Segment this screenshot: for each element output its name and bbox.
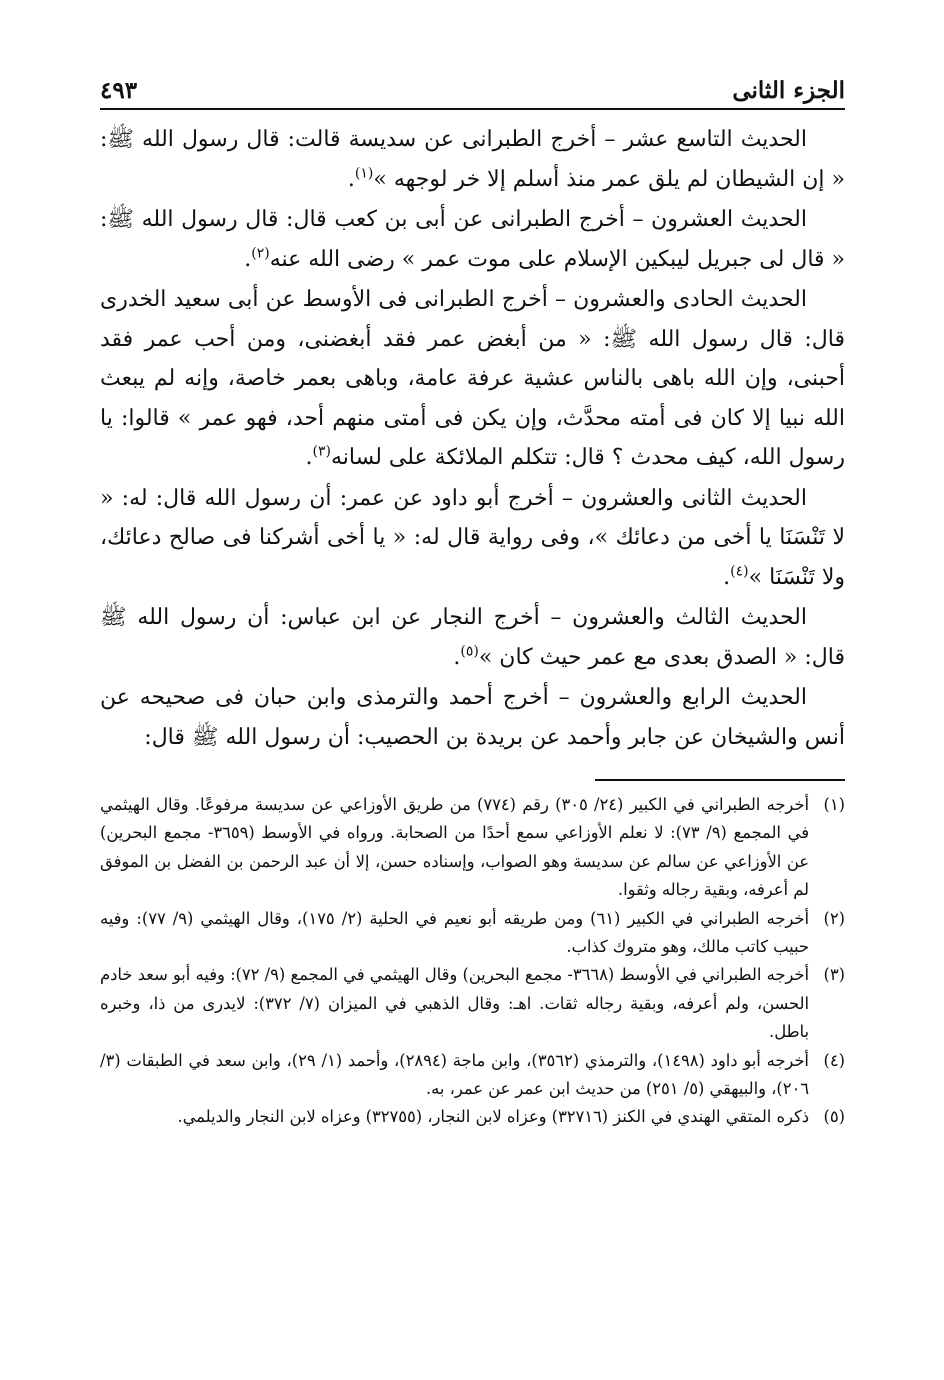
footnote-item (100, 791, 845, 905)
header-rule (100, 108, 845, 110)
page-number: ٤٩٣ (100, 77, 138, 104)
footnote-item (100, 961, 845, 1046)
footnote-ref: (٣) (312, 443, 331, 460)
footnote-text: أخرجه أبو داود (١٤٩٨)، والترمذي (٣٥٦٢)، وابن ماجة (٢٨٩٤)، وأحمد (١/ ٢٩)، وابن سعد في الطبقات (٣/ ٢٠٦)، والبيهقي (٥/ ٢٥١) من حديث ابن عمر عن عمر، به. (100, 1050, 809, 1099)
footnote-ref: (٥) (460, 643, 479, 660)
hadith-paragraph-23: الحديث الثالث والعشرون – أخرج النجار عن ابن عباس: أن رسول الله ﷺ قال: « الصدق بعدى مع عمر حيث كان »$^{(٥)}$. (100, 605, 845, 670)
hadith-paragraph-20: الحديث العشرون – أخرج الطبرانى عن أبى بن كعب قال: قال رسول الله ﷺ: « قال لى جبريل ليبكين الإسلام على موت عمر » رضى الله عنه$^{(٢)}$. (100, 207, 845, 272)
footnote-text: أخرجه الطبراني في الكبير (٢٤/ ٣٠٥) رقم (٧٧٤) من طريق الأوزاعي عن سديسة مرفوعًا. وقال الهيثمي في المجمع (٩/ ٧٣): لا نعلم الأوزاعي سمع أحدًا من الصحابة. ورواه في الأوسط (٣٦٥٩- مجمع البحرين) عن الأوزاعي عن سالم عن سديسة وهو الصواب، وإسناده حسن، إلا أن عبد الرحمن بن الفضل بن الموفق لم أعرفه، وبقية رجاله وثقوا. (100, 795, 809, 900)
footnote-number: (٣) (823, 965, 845, 985)
footnote-item (100, 905, 845, 962)
footnote-ref: (٤) (730, 563, 749, 580)
footnote-item (100, 1103, 845, 1131)
book-page (100, 60, 845, 1300)
running-title: الجزء الثانى (732, 77, 845, 104)
footnote-text: ذكره المتقي الهندي في الكنز (٣٢٧١٦) وعزاه لابن النجار، (٣٢٧٥٥) وعزاه لابن النجار والديلمي. (177, 1107, 809, 1127)
footnote-number: (١) (823, 795, 845, 814)
hadith-paragraph-22: الحديث الثانى والعشرون – أخرج أبو داود عن عمر: أن رسول الله قال: له: « لا تَنْسَنَا يا أخى من دعائك »، وفى رواية قال له: « يا أخى أشركنا فى صالح دعائك، ولا تَنْسَنَا »$^{(٤)}$. (100, 485, 845, 590)
running-header (100, 60, 845, 108)
footnote-item (100, 1047, 845, 1104)
footnote-text: أخرجه الطبراني في الكبير (٦١) ومن طريقه أبو نعيم في الحلية (٢/ ١٧٥)، وقال الهيثمي (٩/ ٧٧): وفيه حبيب كاتب مالك، وهو متروك كذاب. (100, 908, 810, 957)
main-text (100, 120, 845, 757)
footnote-separator (595, 779, 845, 781)
footnote-ref: (٢) (251, 245, 270, 262)
footnote-text: أخرجه الطبراني في الأوسط (٣٦٦٨- مجمع البحرين) وقال الهيثمي في المجمع (٩/ ٧٢): وفيه أبو سعد خادم الحسن، ولم أعرفه، وبقية رجاله ثقات. اهـ: وقال الذهبي في الميزان (٧/ ٣٧٢): لايدرى من ذا، وخبره باطل. (100, 965, 809, 1042)
hadith-paragraph-21: الحديث الحادى والعشرون – أخرج الطبرانى فى الأوسط عن أبى سعيد الخدرى قال: قال رسول الله ﷺ: « من أبغض عمر فقد أبغضنى، ومن أحب عمر فقد أحبنى، وإن الله باهى بالناس عشية عرفة عامة، وباهى بعمر خاصة، وإنه لم يبعث الله نبيا إلا كان فى أمته محدَّث، وإن يكن فى أمتى منهم أحد، فهو عمر » قالوا: يا رسول الله، كيف محدث ؟ قال: تتكلم الملائكة على لسانه$^{(٣)}$. (100, 287, 845, 470)
footnote-number: (٢) (823, 908, 845, 928)
footnote-number: (٥) (823, 1107, 845, 1127)
hadith-paragraph-24: الحديث الرابع والعشرون – أخرج أحمد والترمذى وابن حبان فى صحيحه عن أنس والشيخان عن جابر وأحمد عن بريدة بن الحصيب: أن رسول الله ﷺ قال: (100, 685, 845, 750)
footnotes (100, 791, 845, 1132)
footnote-number: (٤) (823, 1050, 845, 1070)
hadith-paragraph-19: الحديث التاسع عشر – أخرج الطبرانى عن سديسة قالت: قال رسول الله ﷺ: « إن الشيطان لم يلق عمر منذ أسلم إلا خر لوجهه »$^{(١)}$. (100, 127, 845, 192)
footnote-ref: (١) (354, 165, 374, 182)
